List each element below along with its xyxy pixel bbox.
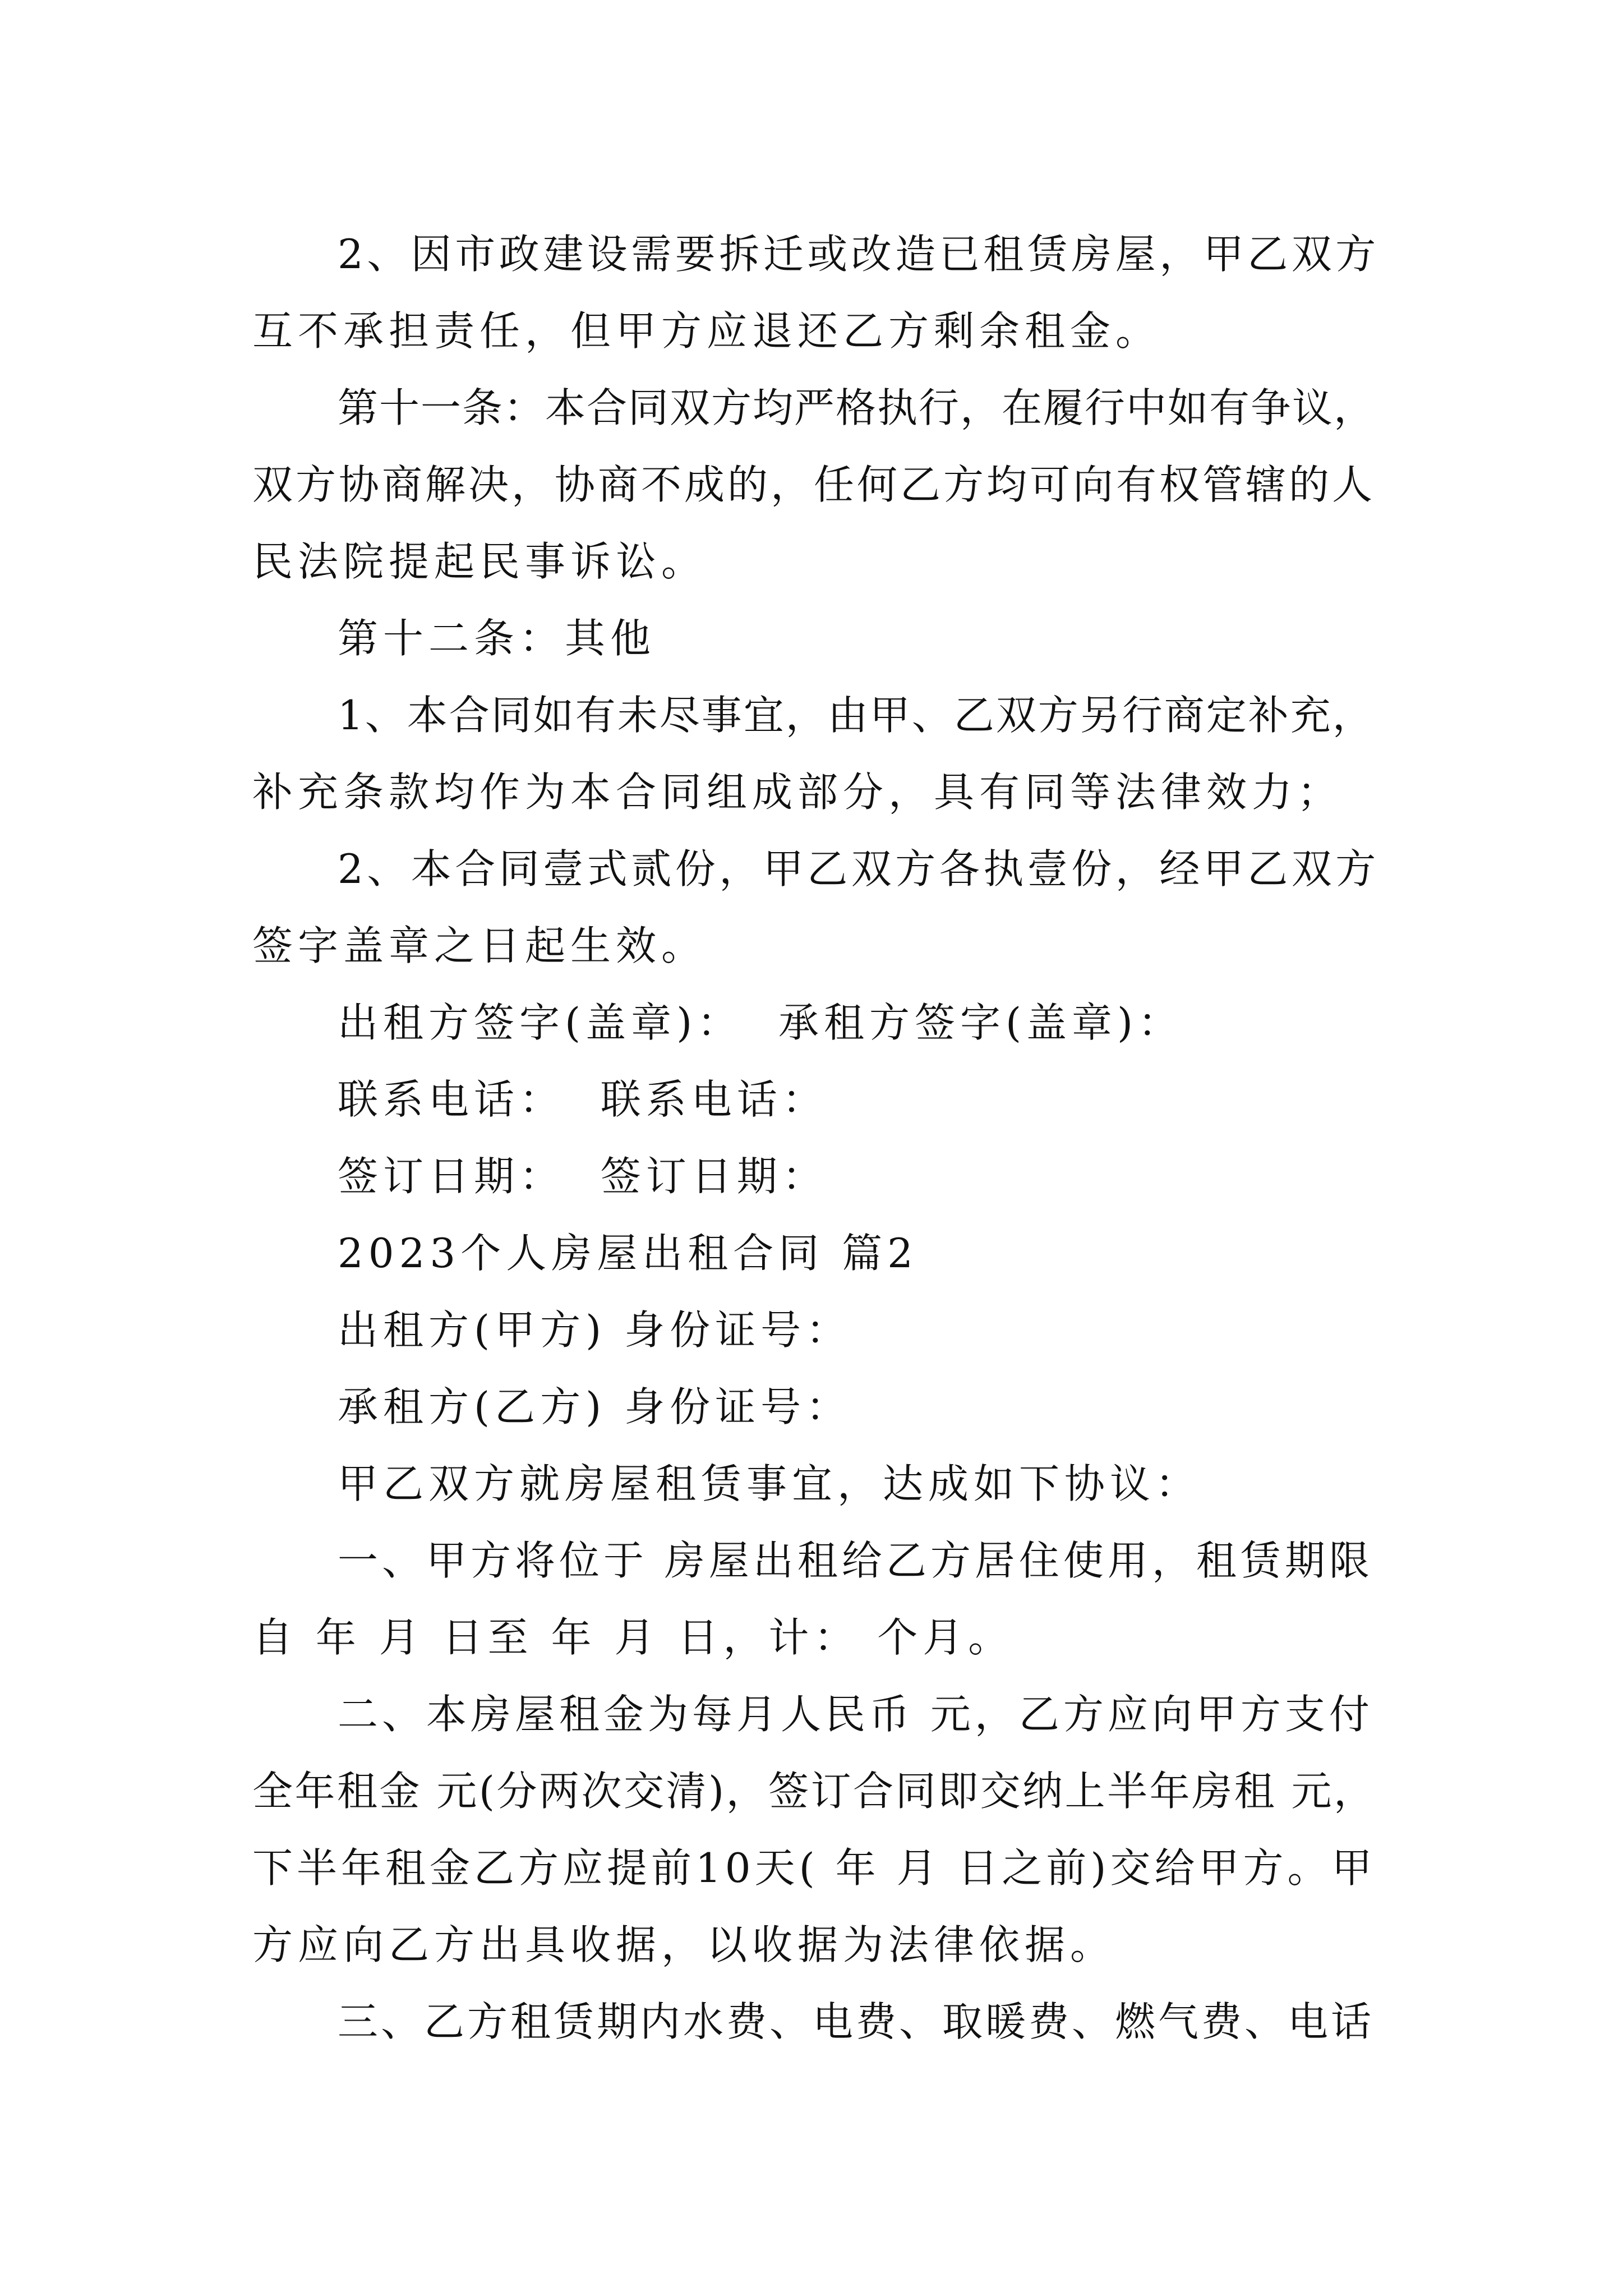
section-heading: 第十二条：其他 <box>338 615 656 662</box>
paragraph-line: 自 年 月 日至 年 月 日，计： 个月。 <box>252 1614 1014 1661</box>
paragraph-line: 二、本房屋租金为每月人民币 元，乙方应向甲方支付 <box>338 1691 1373 1738</box>
paragraph-line: 1、本合同如有未尽事宜，由甲、乙双方另行商定补充， <box>338 692 1375 739</box>
contract-title: 2023个人房屋出租合同 篇2 <box>338 1230 918 1277</box>
paragraph-line: 2、因市政建设需要拆迁或改造已租赁房屋，甲乙双方 <box>338 231 1380 278</box>
lessee-line: 承租方(乙方) 身份证号： <box>338 1383 852 1430</box>
date-line: 签订日期： 签订日期： <box>338 1153 828 1200</box>
phone-line: 联系电话： 联系电话： <box>338 1076 828 1123</box>
paragraph-line: 民法院提起民事诉讼。 <box>252 538 707 585</box>
paragraph-line: 签字盖章之日起生效。 <box>252 922 707 969</box>
signature-line: 出租方签字(盖章)： 承租方签字(盖章)： <box>338 999 1184 1046</box>
paragraph-line: 补充条款均作为本合同组成部分，具有同等法律效力； <box>252 769 1343 816</box>
paragraph-line: 双方协商解决，协商不成的，任何乙方均可向有权管辖的人 <box>252 461 1376 508</box>
paragraph-line: 全年租金 元(分两次交清)，签订合同即交纳上半年房租 元， <box>252 1768 1376 1815</box>
lessor-line: 出租方(甲方) 身份证号： <box>338 1306 852 1354</box>
paragraph-line: 2、本合同壹式贰份，甲乙双方各执壹份，经甲乙双方 <box>338 845 1380 892</box>
paragraph-line: 互不承担责任，但甲方应退还乙方剩余租金。 <box>252 307 1161 355</box>
paragraph-line: 三、乙方租赁期内水费、电费、取暖费、燃气费、电话 <box>338 1998 1375 2045</box>
document-body <box>252 216 1380 2060</box>
paragraph-line: 第十一条：本合同双方均严格执行，在履行中如有争议， <box>338 384 1376 431</box>
paragraph-line: 一、甲方将位于 房屋出租给乙方居住使用，租赁期限 <box>338 1537 1373 1584</box>
paragraph-line: 甲乙双方就房屋租赁事宜，达成如下协议： <box>338 1460 1201 1507</box>
paragraph-line: 下半年租金乙方应提前10天( 年 月 日之前)交给甲方。甲 <box>252 1844 1376 1892</box>
paragraph-line: 方应向乙方出具收据，以收据为法律依据。 <box>252 1921 1116 1968</box>
